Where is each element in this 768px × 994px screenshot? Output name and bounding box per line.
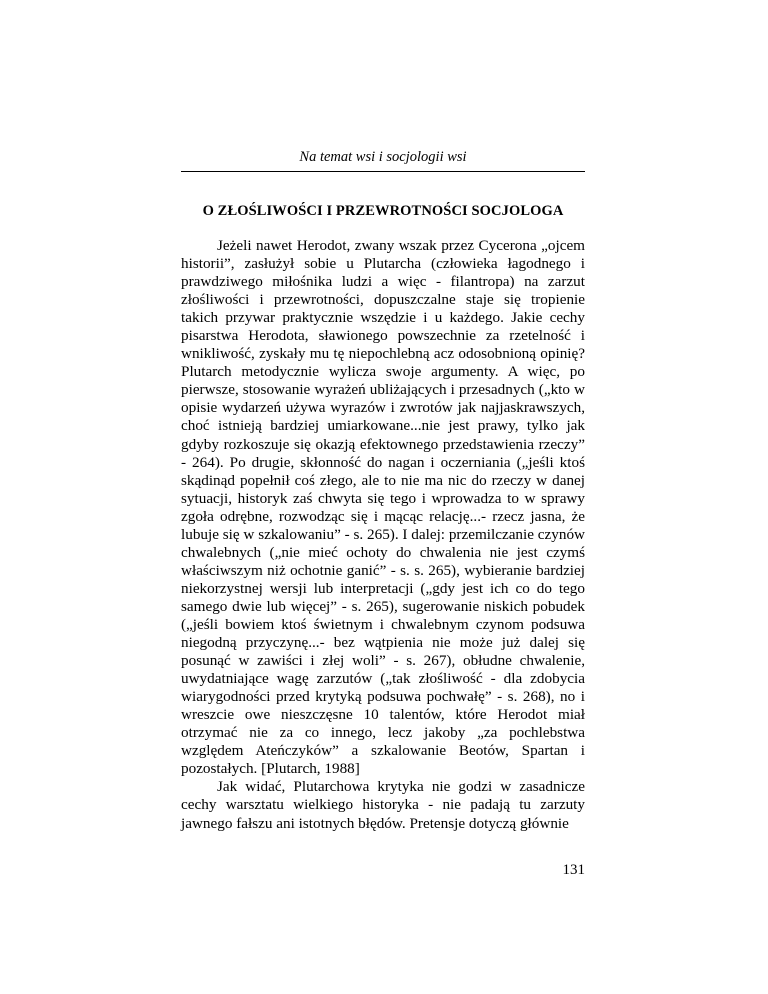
page-number: 131 xyxy=(562,862,585,878)
book-page xyxy=(181,0,585,994)
chapter-title: O ZŁOŚLIWOŚCI I PRZEWROTNOŚCI SOCJOLOGA xyxy=(202,203,564,219)
body-text xyxy=(181,237,585,833)
paragraph: Jeżeli nawet Herodot, zwany wszak przez Cycerona „ojcem historii”, zasłużył sobie u Plutarcha (człowieka łagodnego i prawdziwego miłośnika ludzi a więc - filantropa) na zarzut złośliwości i przewrotności, dopuszczalne staje się tropienie takich przywar praktycznie wszędzie i u każdego. Jakie cechy pisarstwa Herodota, sławionego powszechnie za rzetelność i wnikliwość, zyskały mu tę niepochlebną acz odosobnioną opinię? Plutarch metodycznie wylicza swoje argumenty. A więc, po pierwsze, stosowanie wyrażeń ubliżających i przesadnych („kto w opisie wydarzeń używa wyrazów i zwrotów jak najjaskrawszych, choć istnieją bardziej umiarkowane...nie jest prawy, tylko jak gdyby rozkoszuje się okazją efektownego przedstawienia rzeczy” - 264). Po drugie, skłonność do nagan i oczerniania („jeśli ktoś skądinąd popełnił coś złego, ale to nie ma nic do rzeczy w danej sytuacji, historyk zaś chwyta się tego i wprowadza to w sprawy zgoła odrębne, rozwodząc się i mącąc relację...- rzecz jasna, że lubuje się w szkalowaniu” - s. 265). I dalej: przemilczanie czynów chwalebnych („nie mieć ochoty do chwalenia nie jest czymś właściwszym niż ochotnie ganić” - s. s. 265), wybieranie bardziej niekorzystnej wersji lub interpretacji („gdy jest ich co do tego samego dwie lub więcej” - s. 265), sugerowanie niskich pobudek („jeśli bowiem ktoś świetnym i chwalebnym czynom podsuwa niegodną przyczynę...- bez wątpienia nie może już dalej się posunąć w zawiści i złej woli” - s. 267), obłudne chwalenie, uwydatniające wagę zarzutów („tak złośliwość - dla zdobycia wiarygodności przed krytyką podsuwa pochwałę” - s. 268), no i wreszcie owe nieszczęsne 10 talentów, które Herodot miał otrzymać nie za co innego, lecz jakoby „za pochlebstwa względem Ateńczyków” a szkalowanie Beotów, Spartan i pozostałych. [Plutarch, 1988] xyxy=(181,237,586,778)
paragraph: Jak widać, Plutarchowa krytyka nie godzi w zasadnicze cechy warsztatu wielkiego historyka - nie padają tu zarzuty jawnego fałszu ani istotnych błędów. Pretensje dotyczą głównie xyxy=(181,778,585,832)
running-header: Na temat wsi i socjologii wsi xyxy=(299,149,467,165)
header-rule xyxy=(181,171,585,172)
